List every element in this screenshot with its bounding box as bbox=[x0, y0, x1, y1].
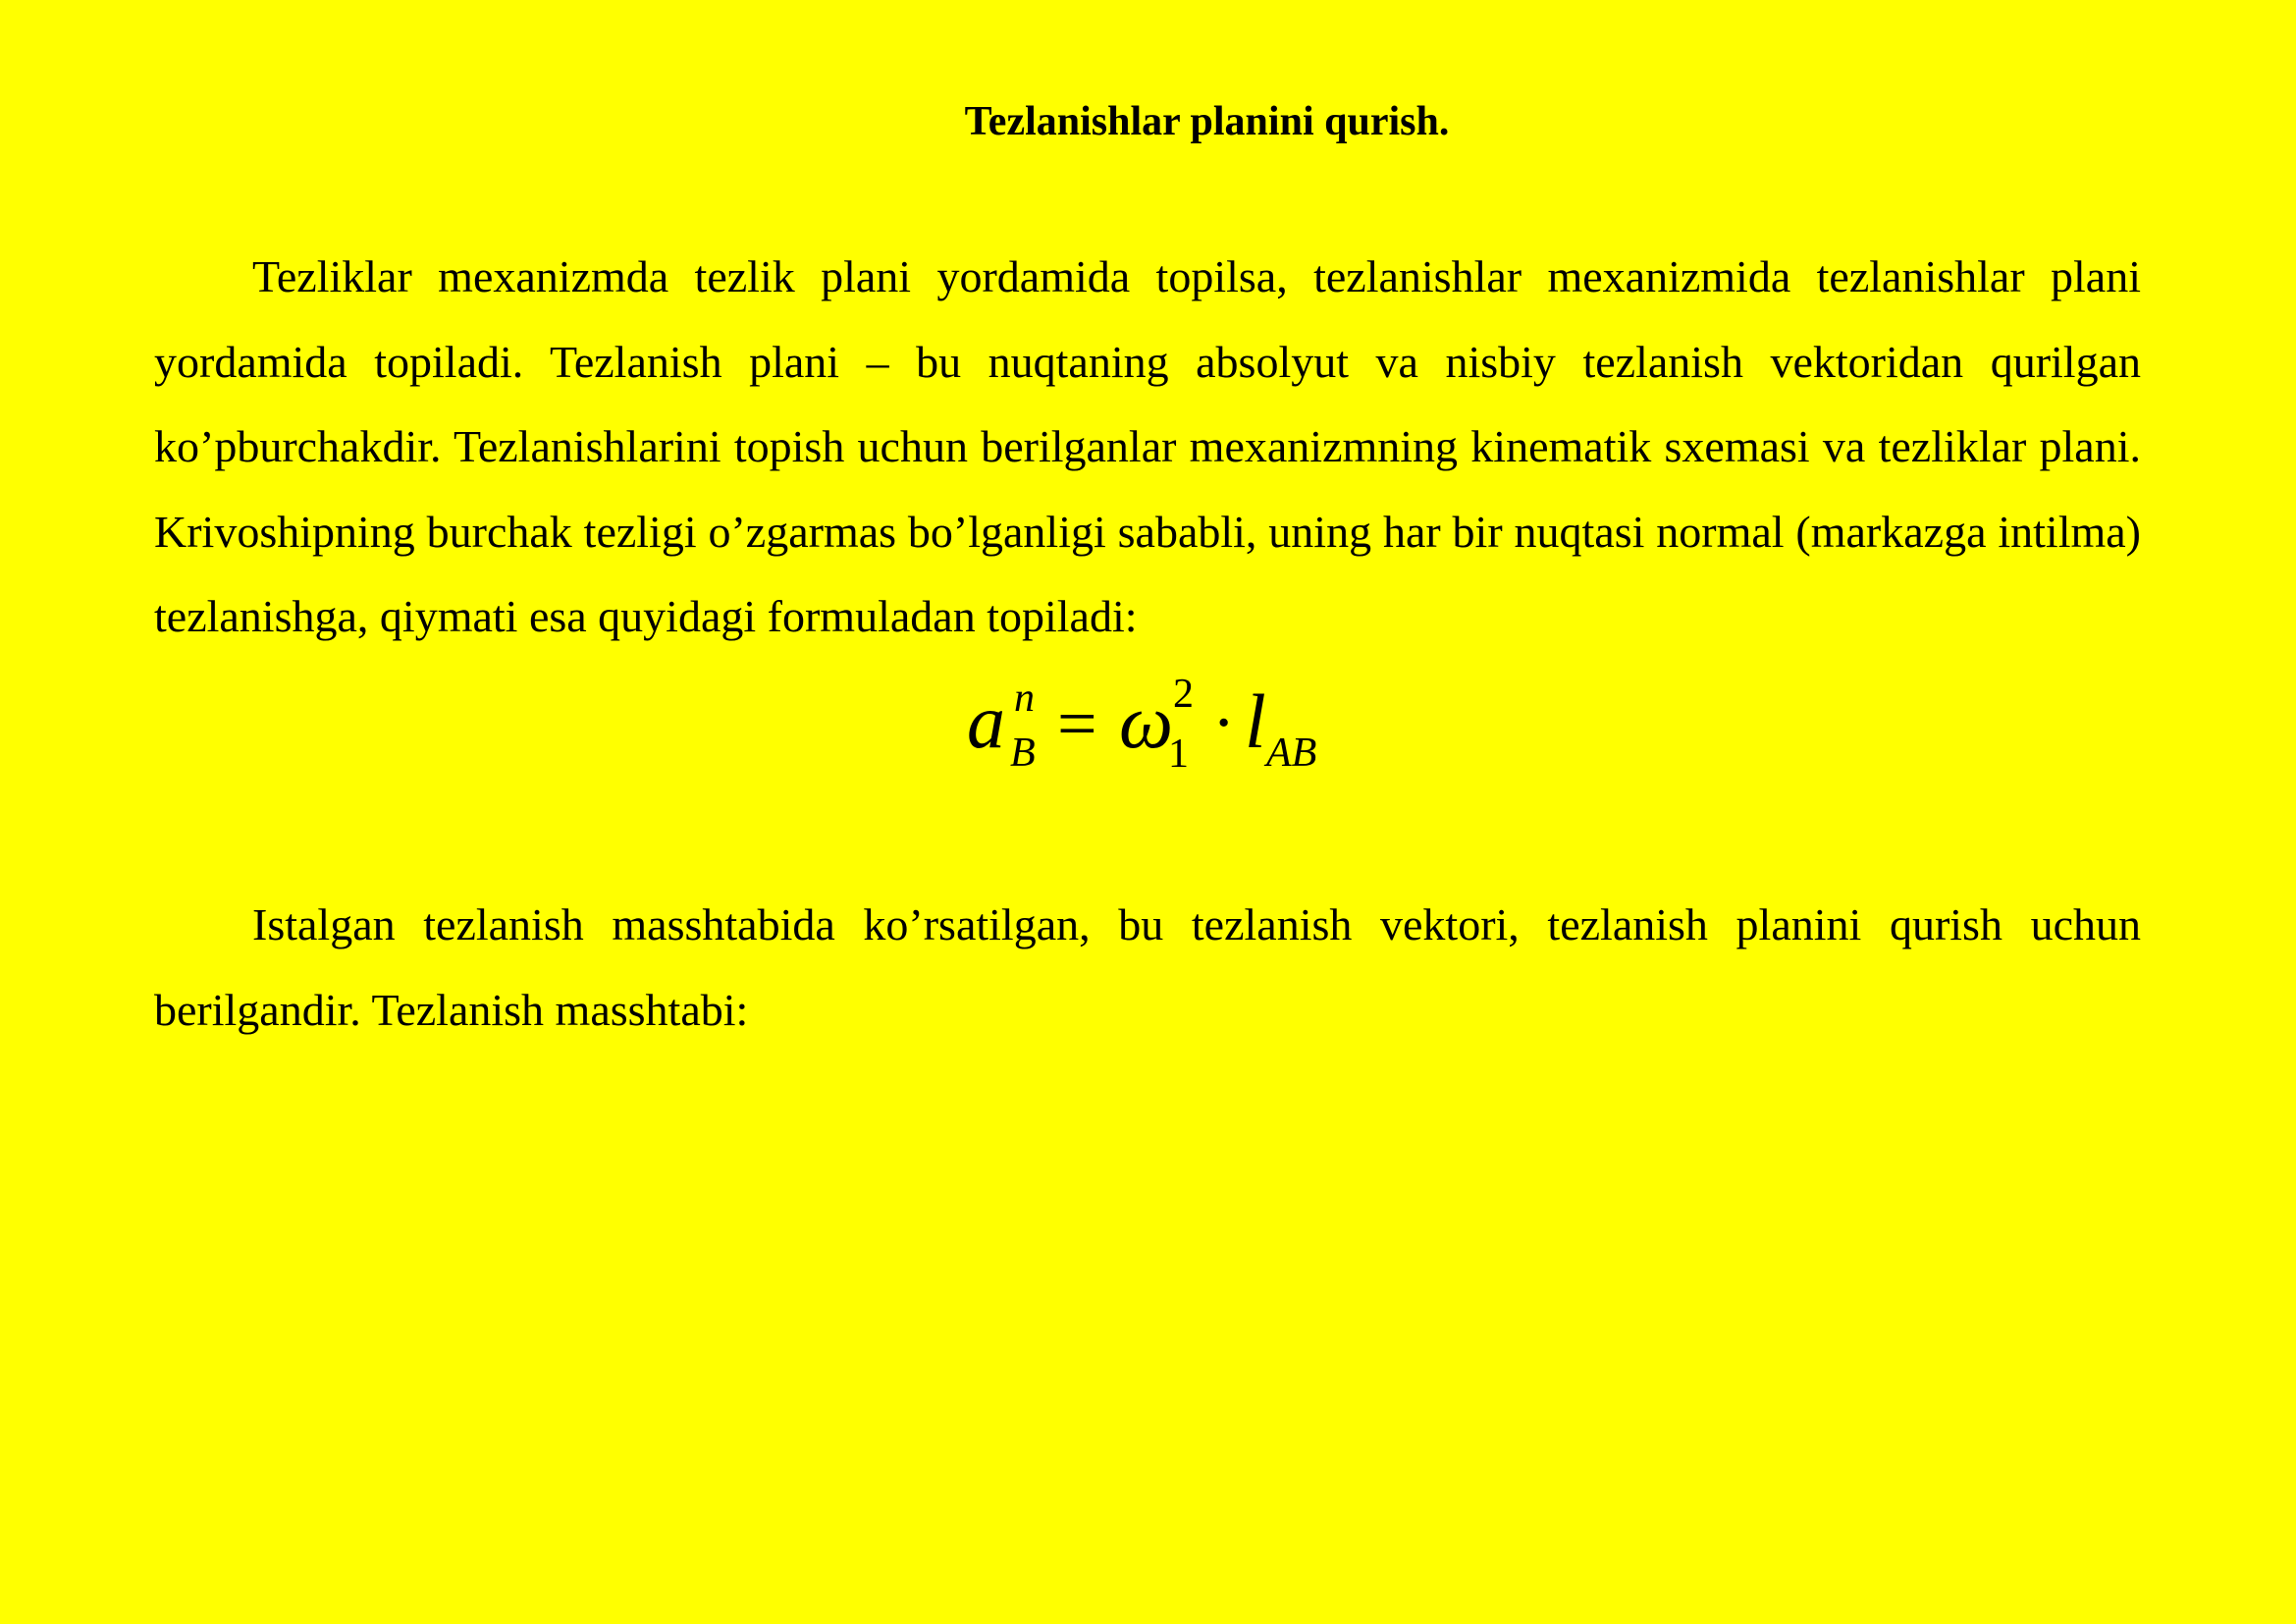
formula-superscript-2: 2 bbox=[1173, 672, 1194, 717]
formula-superscript-n: n bbox=[1014, 676, 1035, 721]
paragraph-scale: Istalgan tezlanish masshtabida ko’rsatilgan, bu tezlanish vektori, tezlanish planini qurish uchun berilgandir. Tezlanish masshtabi: bbox=[154, 899, 2141, 1035]
formula-subscript-b: B bbox=[1010, 731, 1036, 776]
document-title: Tezlanishlar planini qurish. bbox=[964, 99, 1450, 144]
formula-l: l bbox=[1245, 678, 1266, 764]
formula-dot: · bbox=[1212, 685, 1236, 761]
formula-a: a bbox=[967, 678, 1005, 764]
formula-omega: ω bbox=[1119, 678, 1174, 764]
formula-equals: = bbox=[1057, 684, 1097, 763]
paragraph-intro: Tezliklar mexanizmda tezlik plani yordamida topilsa, tezlanishlar mexanizmida tezlanishlar plani yordamida topiladi. Tezlanish plani – bu nuqtaning absolyut va nisbiy tezlanish vektoridan qurilgan ko’pburchakdir. Tezlanishlarini topish uchun berilganlar mexanizmning kinematik sxemasi va tezliklar plani. Krivoshipning burchak tezligi o’zgarmas bo’lganligi sababli, uning har bir nuqtasi normal (markazga intilma) tezlanishga, qiymati esa quyidagi formuladan topiladi: bbox=[154, 251, 2141, 641]
formula-subscript-ab: AB bbox=[1266, 731, 1317, 776]
formula-subscript-1: 1 bbox=[1168, 731, 1189, 777]
